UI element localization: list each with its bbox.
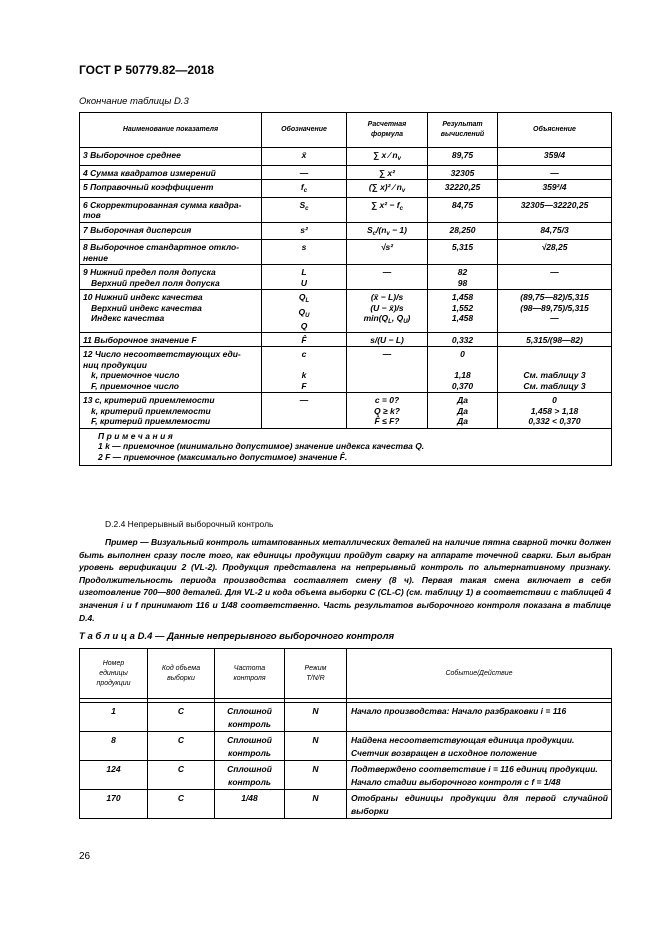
- table4-row: [80, 732, 612, 761]
- result-cell: [428, 180, 498, 198]
- result-cell-line: [428, 360, 497, 371]
- table3-notes-row: [80, 428, 612, 466]
- result-cell-line: 32220,25: [444, 182, 481, 192]
- explanation-cell-line: [498, 349, 611, 360]
- event-cell-line: Начало стадии выборочного контроля с f = 1/48: [351, 776, 561, 787]
- explanation-cell-line: √28,25: [541, 242, 568, 252]
- explanation-cell-line: 32305—32220,25: [520, 199, 589, 210]
- symbol-cell-line: k: [301, 370, 307, 380]
- formula-cell-line: s/(U − L): [370, 334, 404, 345]
- table3-row: [80, 393, 612, 429]
- frequency-cell-line: Сплошной: [227, 735, 272, 745]
- event-cell: [347, 732, 612, 761]
- name-cell: [80, 240, 262, 265]
- event-cell-line: Найдена несоответствующая единица продукции.: [351, 735, 575, 745]
- formula-cell: [347, 332, 428, 347]
- name-cell: [80, 265, 262, 290]
- name-cell-line: 13 c, критерий приемлемости: [83, 395, 215, 405]
- result-cell: [428, 347, 498, 393]
- page-number: 26: [79, 851, 91, 862]
- explanation-cell-line: 0: [552, 395, 557, 405]
- formula-cell-line: —: [382, 349, 392, 359]
- mode-cell: N: [285, 790, 347, 819]
- result-cell-line: Да: [457, 395, 468, 405]
- name-cell-line: 8 Выборочное стандартное откло-: [83, 242, 240, 252]
- table3-row: [80, 165, 612, 180]
- table3-row: [80, 148, 612, 166]
- frequency-cell-line: контроль: [228, 718, 271, 729]
- mode-cell: N: [285, 732, 347, 761]
- symbol-cell-line: s: [301, 242, 307, 252]
- result-cell-line: 5,315: [451, 242, 474, 252]
- table3-row: [80, 240, 612, 265]
- name-cell-line: 3 Выборочное среднее: [83, 150, 181, 160]
- explanation-cell-line: См. таблицу 3: [523, 370, 586, 380]
- frequency-cell: [215, 761, 285, 790]
- name-cell: [80, 290, 262, 333]
- symbol-cell: [262, 240, 347, 265]
- table3-row: [80, 290, 612, 333]
- col-header-frequency: Частота контроля: [215, 649, 285, 699]
- result-cell-line: Да: [457, 416, 468, 426]
- symbol-cell-line: $Q_L$: [298, 292, 310, 304]
- table4-header-row: [80, 649, 612, 699]
- formula-cell-line: ∑ $x^2 - f_c$: [371, 199, 403, 212]
- table3-row: [80, 265, 612, 290]
- table3-row: [80, 222, 612, 240]
- name-cell-line: 4 Сумма квадратов измерений: [83, 167, 216, 178]
- table3-row: [80, 332, 612, 347]
- formula-cell: [347, 240, 428, 265]
- formula-cell-line: (∑ x)² ∕ $n_v$: [368, 182, 406, 194]
- explanation-cell-line: 1,458 > 1,18: [530, 405, 579, 416]
- frequency-cell-line: Сплошной: [227, 706, 272, 716]
- explanation-cell-line: —: [550, 167, 559, 178]
- formula-cell-line: $S_c/(n_v - 1)$: [367, 224, 407, 237]
- col-header-formula: Расчетная формула: [347, 113, 428, 148]
- table3-header-row: [80, 113, 612, 148]
- note-item: 2 F — приемочное (максимально допустимое) значение F̂.: [98, 451, 348, 462]
- unit-number-cell: 1: [80, 703, 148, 732]
- frequency-cell-line: контроль: [228, 747, 271, 758]
- result-cell: [428, 393, 498, 429]
- formula-cell: [347, 165, 428, 180]
- table-d3: [79, 112, 612, 466]
- symbol-cell: [262, 332, 347, 347]
- explanation-cell-line: 84,75/3: [540, 224, 569, 235]
- table4-row: [80, 761, 612, 790]
- unit-number-cell: 124: [80, 761, 148, 790]
- sample-code-cell: C: [148, 790, 215, 819]
- section-heading: D.2.4 Непрерывный выборочный контроль: [105, 519, 274, 529]
- formula-cell-line: [347, 370, 427, 381]
- col-header-name: Наименование показателя: [80, 113, 262, 148]
- symbol-cell-line: $f_c$: [300, 182, 308, 194]
- name-cell-line: F, приемочное число: [91, 380, 179, 391]
- formula-cell: [347, 347, 428, 393]
- name-cell-line: F, критерий приемлемости: [91, 416, 211, 426]
- explanation-cell-line: [498, 360, 611, 371]
- symbol-cell-line: F: [301, 380, 307, 391]
- sample-code-cell: C: [148, 761, 215, 790]
- symbol-cell-line: x̄: [301, 150, 307, 160]
- mode-cell: N: [285, 761, 347, 790]
- explanation-cell: [498, 347, 612, 393]
- result-cell-line: 89,75: [451, 150, 474, 160]
- formula-cell: [347, 180, 428, 198]
- explanation-cell-line: 0,332 < 0,370: [528, 416, 581, 426]
- formula-cell-line: —: [382, 267, 392, 277]
- col-header-mode: Режим T/N/R: [285, 649, 347, 699]
- formula-cell: [347, 197, 428, 222]
- explanation-cell-line: [498, 278, 611, 289]
- event-cell-line: Отобраны единицы продукции для первой случайной выборки: [351, 793, 608, 816]
- name-cell-line: Индекс качества: [91, 313, 165, 323]
- symbol-cell: [262, 197, 347, 222]
- event-cell: [347, 790, 612, 819]
- symbol-cell: [262, 290, 347, 333]
- formula-cell-line: ∑ x ∕ $n_v$: [373, 150, 401, 162]
- formula-cell-line: [347, 278, 427, 289]
- name-cell: [80, 393, 262, 429]
- frequency-cell: [215, 790, 285, 819]
- table3-caption: Окончание таблицы D.3: [79, 96, 189, 107]
- symbol-cell: [262, 347, 347, 393]
- name-cell: [80, 197, 262, 222]
- explanation-cell-line: 359²/4: [542, 182, 567, 192]
- explanation-cell-line: См. таблицу 3: [523, 380, 586, 391]
- symbol-cell: [262, 265, 347, 290]
- name-cell-line: 7 Выборочная дисперсия: [83, 224, 192, 235]
- formula-cell-line: F̂ ≤ F?: [374, 416, 400, 426]
- result-cell: [428, 197, 498, 222]
- result-cell-line: 0: [460, 349, 465, 359]
- formula-cell: [347, 148, 428, 166]
- name-cell: [80, 222, 262, 240]
- name-cell: [80, 332, 262, 347]
- symbol-cell-line: c: [301, 349, 307, 359]
- explanation-cell: [498, 197, 612, 222]
- explanation-cell-line: (98—89,75)/5,315: [520, 302, 589, 313]
- name-cell-line: 6 Скорректированная сумма квадра-: [83, 199, 242, 210]
- name-cell: [80, 148, 262, 166]
- event-cell-line: Начало производства: Начало разбраковки i = 116: [351, 706, 567, 716]
- formula-cell-line: √s²: [380, 242, 394, 252]
- formula-cell-line: Q ≥ k?: [374, 405, 400, 416]
- name-cell-line: Верхний предел поля допуска: [91, 277, 220, 288]
- formula-cell-line: ∑ x²: [379, 167, 395, 178]
- symbol-cell-line: U: [300, 277, 308, 288]
- formula-cell: [347, 290, 428, 333]
- symbol-cell-line: [262, 360, 346, 371]
- note-item: 1 k — приемочное (минимально допустимое) значение индекса качества Q.: [98, 441, 425, 451]
- frequency-cell: [215, 703, 285, 732]
- name-cell-line: 11 Выборочное значение F: [83, 334, 197, 345]
- sample-code-cell: C: [148, 703, 215, 732]
- col-header-result: Результат вычислений: [428, 113, 498, 148]
- table3-row: [80, 347, 612, 393]
- document-header: ГОСТ Р 50779.82—2018: [79, 63, 215, 77]
- frequency-cell: [215, 732, 285, 761]
- symbol-cell-line: $Q_U$: [298, 306, 310, 319]
- explanation-cell: [498, 332, 612, 347]
- col-header-event: Событие/Действие: [347, 649, 612, 699]
- result-cell: [428, 240, 498, 265]
- frequency-cell-line: 1/48: [241, 793, 258, 803]
- explanation-cell: [498, 148, 612, 166]
- explanation-cell: [498, 180, 612, 198]
- col-header-sample-code: Код объема выборки: [148, 649, 215, 699]
- sample-code-cell: C: [148, 732, 215, 761]
- explanation-cell: [498, 165, 612, 180]
- symbol-cell-line: $S_c$: [299, 199, 309, 212]
- name-cell-line: k, приемочное число: [91, 370, 180, 380]
- formula-cell-line: (x̄ − L)/s: [370, 292, 404, 302]
- formula-cell-line: [347, 381, 427, 392]
- result-cell: [428, 222, 498, 240]
- result-cell: [428, 165, 498, 180]
- name-cell-line: ниц продукции: [83, 359, 147, 370]
- name-cell-line: 9 Нижний предел поля допуска: [83, 267, 216, 277]
- result-cell-line: 28,250: [449, 224, 476, 235]
- formula-cell-line: [347, 360, 427, 371]
- formula-cell-line: c = 0?: [374, 395, 400, 405]
- formula-cell: [347, 265, 428, 290]
- result-cell-line: Да: [457, 405, 468, 416]
- name-cell-line: Верхний индекс качества: [91, 302, 202, 313]
- symbol-cell-line: [262, 416, 346, 427]
- symbol-cell-line: —: [299, 395, 309, 405]
- result-cell: [428, 265, 498, 290]
- result-cell-line: 0,370: [451, 380, 474, 391]
- event-cell-line: Счетчик возвращен в исходное положение: [351, 747, 537, 758]
- name-cell-line: нение: [83, 252, 108, 263]
- result-cell: [428, 290, 498, 333]
- explanation-cell-line: (89,75—82)/5,315: [520, 292, 589, 302]
- unit-number-cell: 8: [80, 732, 148, 761]
- table3-row: [80, 180, 612, 198]
- symbol-cell-line: —: [299, 167, 309, 178]
- name-cell: [80, 165, 262, 180]
- symbol-cell-line: F̂: [301, 334, 307, 345]
- unit-number-cell: 170: [80, 790, 148, 819]
- col-header-explanation: Объяснение: [498, 113, 612, 148]
- result-cell-line: 1,458: [451, 292, 474, 302]
- result-cell: [428, 148, 498, 166]
- symbol-cell: [262, 165, 347, 180]
- name-cell: [80, 180, 262, 198]
- event-cell-line: Подтверждено соответствие i = 116 единиц продукции.: [351, 764, 598, 774]
- name-cell-line: тов: [83, 210, 101, 220]
- symbol-cell-line: s²: [300, 224, 308, 235]
- result-cell-line: 1,552: [451, 302, 474, 313]
- frequency-cell-line: Сплошной: [227, 764, 272, 774]
- symbol-cell-line: Q: [300, 321, 308, 331]
- explanation-cell: [498, 222, 612, 240]
- result-cell-line: 84,75: [451, 199, 474, 210]
- symbol-cell: [262, 180, 347, 198]
- explanation-cell: [498, 265, 612, 290]
- explanation-cell: [498, 290, 612, 333]
- result-cell-line: 82: [457, 267, 468, 277]
- result-cell-line: 1,458: [451, 313, 474, 323]
- explanation-cell-line: 5,315/(98—82): [526, 334, 583, 345]
- symbol-cell-line: L: [301, 267, 307, 277]
- example-paragraph: Пример — Визуальный контроль штампованных металлических деталей на наличие пятна сварной точки должен быть выполнен сразу после того, как единицы продукции пройдут сварку на аппарате точечной сварки. Был выбран уровень верификации 2 (VL-2). Продукция представлена на непрерывный контроль по альтернативному признаку. Продолжительность периода производства составляет смену (8 ч). Первая такая смена включает в себя изготовление 700—800 деталей. Для VL-2 и кода объема выборки C (CL-C) (см. таблицу 1) в соответствии с таблицей 4 значения i и f принимают 116 и 1/48 соответственно. Часть результатов выборочного контроля показана в таблице D.4.: [79, 537, 611, 623]
- table3-row: [80, 197, 612, 222]
- event-cell: [347, 761, 612, 790]
- symbol-cell-line: [262, 406, 346, 417]
- name-cell: [80, 347, 262, 393]
- formula-cell-line: (U − x̄)/s: [370, 302, 404, 313]
- event-cell: [347, 703, 612, 732]
- mode-cell: N: [285, 703, 347, 732]
- table4-row: [80, 790, 612, 819]
- formula-cell: [347, 222, 428, 240]
- explanation-cell-line: —: [550, 313, 559, 323]
- col-header-unit-number: Номер единицы продукции: [80, 649, 148, 699]
- name-cell-line: k, критерий приемлемости: [91, 405, 211, 416]
- name-cell-line: 12 Число несоответствующих еди-: [83, 349, 241, 359]
- table-d4: [79, 648, 612, 819]
- symbol-cell: [262, 148, 347, 166]
- name-cell-line: 5 Поправочный коэффициент: [83, 182, 214, 192]
- result-cell: [428, 332, 498, 347]
- result-cell-line: 32305: [450, 167, 475, 178]
- frequency-cell-line: контроль: [228, 776, 271, 787]
- result-cell-line: 98: [457, 277, 468, 288]
- result-cell-line: 1,18: [454, 370, 471, 380]
- symbol-cell: [262, 222, 347, 240]
- symbol-cell: [262, 393, 347, 429]
- table4-caption: Т а б л и ц а D.4 — Данные непрерывного выборочного контроля: [79, 631, 395, 642]
- formula-cell: [347, 393, 428, 429]
- name-cell-line: 10 Нижний индекс качества: [83, 292, 203, 302]
- explanation-cell: [498, 240, 612, 265]
- table4-row: [80, 703, 612, 732]
- notes-title: Примечания: [98, 430, 176, 441]
- col-header-symbol: Обозначение: [262, 113, 347, 148]
- explanation-cell-line: 359/4: [543, 150, 566, 160]
- explanation-cell: [498, 393, 612, 429]
- formula-cell-line: $\min(Q_L$, $Q_U$): [363, 313, 411, 325]
- explanation-cell-line: —: [550, 267, 559, 277]
- result-cell-line: 0,332: [451, 334, 474, 345]
